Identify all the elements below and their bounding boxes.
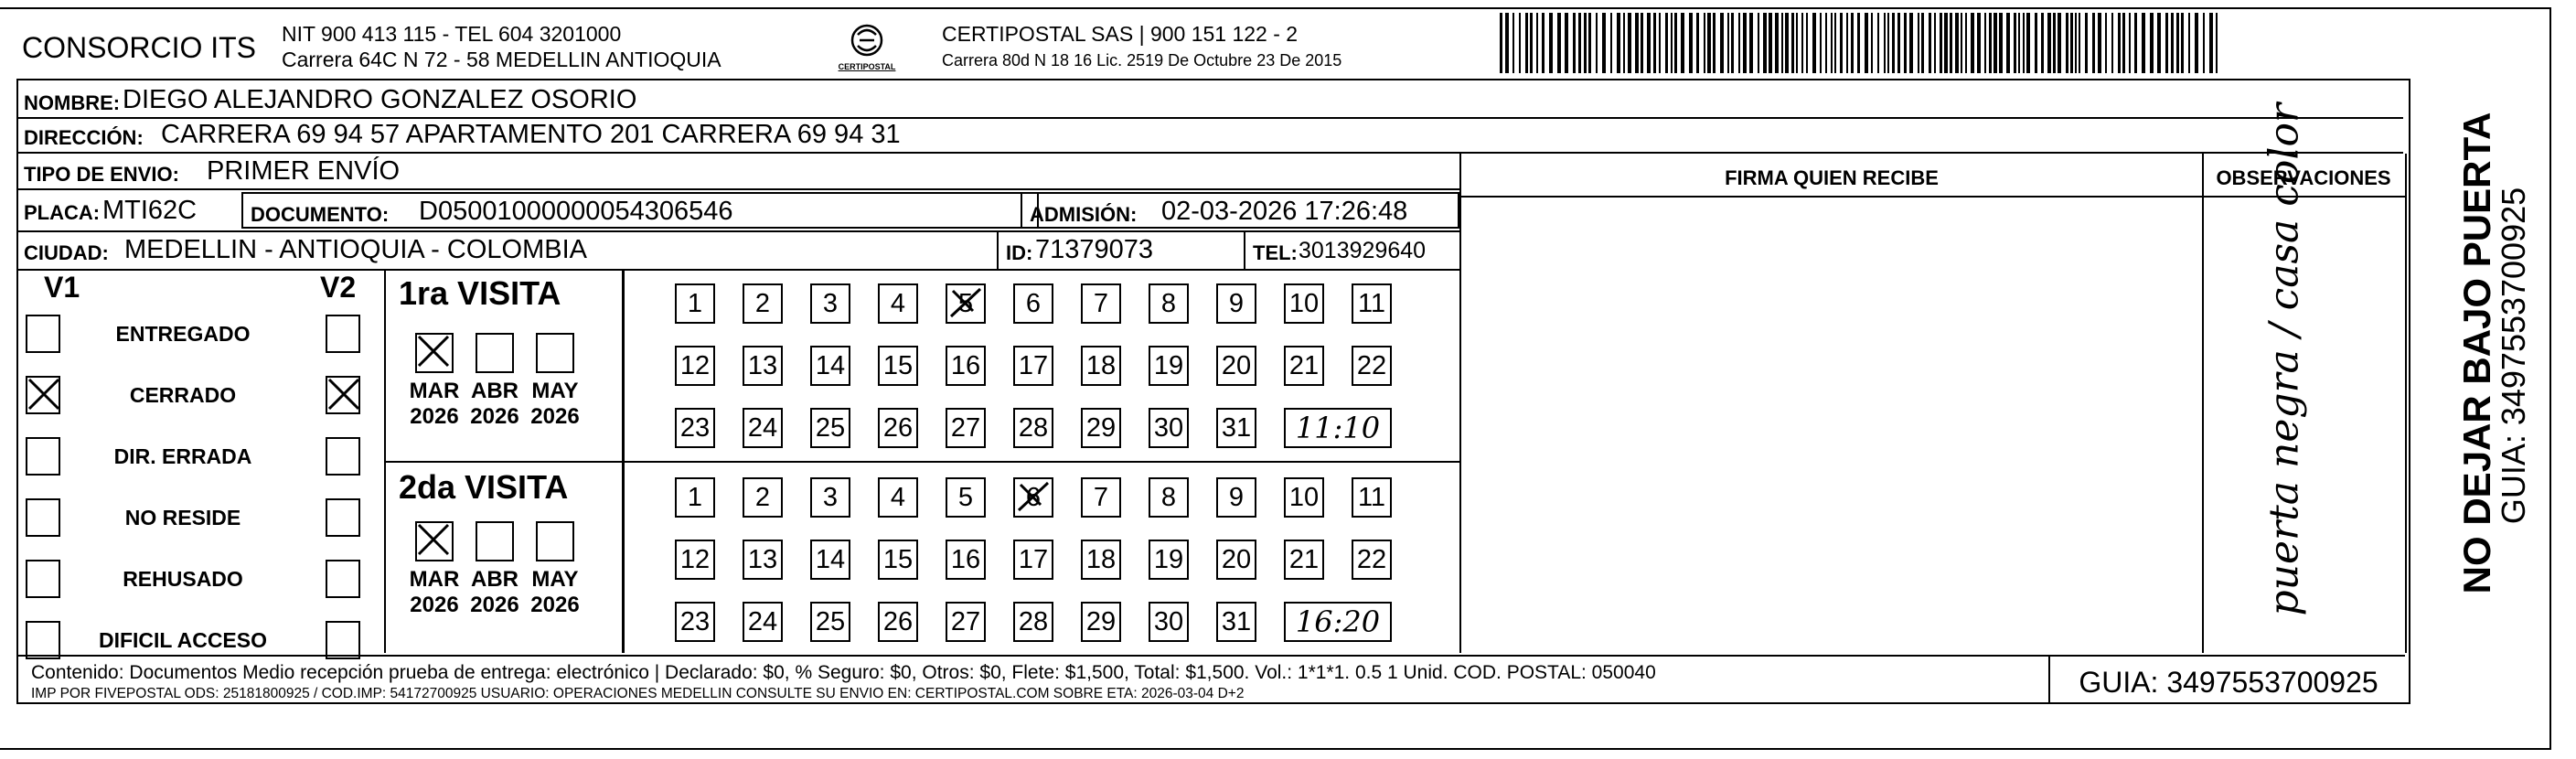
day-box[interactable]: 9 [1216,477,1256,518]
visit1-title: 1ra VISITA [399,274,561,312]
day-box[interactable]: 13 [743,346,783,386]
barcode-bar [2066,13,2068,73]
day-box[interactable]: 28 [1013,408,1053,448]
day-box[interactable]: 8 [1149,283,1189,324]
month-checkbox[interactable] [415,333,454,373]
day-box[interactable]: 24 [743,602,783,642]
admision-cell [1021,192,1459,229]
barcode-bar [2014,13,2016,73]
visit1-divider [622,271,625,461]
barcode-bar [1820,13,1822,73]
day-box[interactable]: 8 [1149,477,1189,518]
day-box[interactable]: 10 [1284,477,1324,518]
barcode-bar [1865,13,1868,73]
barcode-bar [2105,13,2107,73]
v2-checkbox[interactable] [326,498,360,537]
day-box[interactable]: 29 [1081,602,1121,642]
barcode-bar [2195,13,2198,73]
month-checkbox[interactable] [415,521,454,561]
barcode-bar [2111,13,2113,73]
status-option-label: REHUSADO [123,567,243,591]
id-value: 71379073 [1035,235,1154,264]
bottom-rule [0,748,2551,750]
day-box[interactable]: 6 [1013,477,1053,518]
year-label: 2026 [410,593,459,617]
nombre-row [18,84,2403,119]
day-box[interactable]: 25 [810,602,850,642]
month-checkbox[interactable] [536,521,574,561]
v1-checkbox[interactable] [26,315,60,353]
visit2-divider [622,463,625,653]
footer-content: Contenido: Documentos Medio recepción prueba de entrega: electrónico | Declarado: $0, % Seguro: $0, Otros: $0, Flete: $1,500, Total: $1,500. Vol.: 1*1*1. 0.5 1 Unid. COD. POSTAL: 050040 [31,662,1656,683]
logo-text: CERTIPOSTAL [838,62,896,71]
day-box[interactable]: 26 [878,408,918,448]
barcode-bar [1596,13,1598,73]
barcode-bar [1971,13,1974,73]
status-row [18,433,384,479]
barcode-bar [1909,13,1913,73]
barcode-bar [1825,13,1827,73]
barcode-bar [2053,13,2056,73]
barcode-bar [2079,13,2080,73]
status-row [18,372,384,418]
year-label: 2026 [410,404,459,429]
day-box[interactable]: 21 [1284,346,1324,386]
barcode-bar [1525,13,1528,73]
barcode-bar [1519,13,1521,73]
v1-checkbox[interactable] [26,437,60,476]
v2-checkbox[interactable] [326,621,360,659]
visit-time-box[interactable]: 11:10 [1284,408,1392,448]
barcode-bar [1738,13,1740,73]
footer-guia-cell [2048,657,2407,704]
year-label: 2026 [530,593,580,617]
barcode-bar [1665,13,1668,73]
ciudad-value: MEDELLIN - ANTIOQUIA - COLOMBIA [124,235,587,264]
barcode-bar [1641,13,1643,73]
barcode-bar [1831,13,1833,73]
v1-checkbox[interactable] [26,560,60,598]
day-box[interactable]: 6 [1013,283,1053,324]
month-label: MAY [531,567,579,592]
barcode-bar [1961,13,1962,73]
barcode [1498,13,2220,73]
month-option [465,379,525,430]
barcode-bar [1674,13,1677,73]
barcode-bar [1536,13,1538,73]
month-checkbox[interactable] [536,333,574,373]
visit-time-box[interactable]: 16:20 [1284,602,1392,642]
barcode-bar [2209,13,2213,73]
barcode-bar [1617,13,1620,73]
day-box[interactable]: 18 [1081,346,1121,386]
observaciones-column [2202,103,2407,653]
barcode-bar [1689,13,1693,73]
documento-label: DOCUMENTO: [251,203,390,226]
tel-cell [1244,232,1461,269]
barcode-bar [2023,13,2025,73]
month-option [465,567,525,618]
barcode-bar [2075,13,2077,73]
day-box[interactable]: 31 [1216,408,1256,448]
year-label: 2026 [470,404,519,429]
license-line: Carrera 80d N 18 16 Lic. 2519 De Octubre 23 De 2015 [942,51,1342,69]
documento-cell [241,192,1039,229]
barcode-bar [1834,13,1836,73]
barcode-bar [1707,13,1711,73]
footer-guia: GUIA: 3497553700925 [2079,666,2378,699]
side-notice [2419,91,2532,640]
barcode-bar [2203,13,2205,73]
day-box[interactable]: 22 [1352,540,1392,580]
day-box[interactable]: 11 [1352,477,1392,518]
month-option [525,379,585,430]
month-label: ABR [471,379,518,403]
day-box[interactable]: 15 [878,346,918,386]
barcode-bar [2035,13,2037,73]
barcode-bar [1505,13,1509,73]
barcode-bar [1628,13,1631,73]
day-box[interactable]: 7 [1081,283,1121,324]
month-label: ABR [471,567,518,592]
barcode-bar [1918,13,1919,73]
barcode-bar [1704,13,1705,73]
top-rule [0,7,2551,9]
barcode-bar [2150,13,2154,73]
observaciones-label: OBSERVACIONES [2216,166,2391,189]
day-box[interactable]: 17 [1013,346,1053,386]
barcode-bar [2157,13,2161,73]
barcode-bar [1993,13,1997,73]
month-checkbox[interactable] [476,333,514,373]
barcode-bar [2092,13,2095,73]
barcode-bar [1731,13,1734,73]
placa-row [18,190,1459,232]
barcode-bar [2134,13,2137,73]
barcode-bar [1877,13,1879,73]
barcode-bar [1720,13,1724,73]
month-option [404,379,465,430]
barcode-icon [1498,13,2220,73]
month-label: MAR [409,567,460,592]
day-box[interactable]: 4 [878,283,918,324]
v2-checkbox[interactable] [326,315,360,353]
day-box[interactable]: 20 [1216,540,1256,580]
barcode-bar [1781,13,1783,73]
barcode-bar [2041,13,2044,73]
barcode-bar [1578,13,1581,73]
barcode-bar [1934,13,1936,73]
barcode-bar [1999,13,2003,73]
v2-checkbox[interactable] [326,560,360,598]
status-row [18,556,384,602]
day-box[interactable]: 9 [1216,283,1256,324]
barcode-bar [1801,13,1803,73]
barcode-bar [1659,13,1661,73]
v1-checkbox[interactable] [26,621,60,659]
barcode-bar [1610,13,1612,73]
day-box[interactable]: 14 [810,346,850,386]
month-label: MAR [409,379,460,403]
tel-value: 3013929640 [1299,238,1427,263]
day-box[interactable]: 27 [946,408,986,448]
barcode-bar [1884,13,1886,73]
barcode-bar [2070,13,2073,73]
barcode-bar [2026,13,2030,73]
barcode-bar [1871,13,1873,73]
admision-value: 02-03-2026 17:26:48 [1161,197,1408,226]
day-box[interactable]: 26 [878,602,918,642]
day-box[interactable]: 27 [946,602,986,642]
barcode-bar [1775,13,1779,73]
company-name: CONSORCIO ITS [22,31,257,64]
placa-value: MTI62C [102,196,198,225]
day-box[interactable]: 23 [675,408,715,448]
day-box[interactable]: 29 [1081,408,1121,448]
id-label: ID: [1006,241,1033,264]
day-box[interactable]: 1 [675,477,715,518]
barcode-bar [1796,13,1798,73]
month-label: MAY [531,379,579,403]
tipo-row [18,154,1459,190]
barcode-bar [1929,13,1931,73]
admision-label: ADMISIÓN: [1030,203,1138,226]
barcode-bar [1727,13,1729,73]
barcode-bar [1749,13,1753,73]
barcode-bar [1681,13,1684,73]
v2-checkbox[interactable] [326,437,360,476]
observaciones-handwriting: puerta negra / casa color [2261,103,2308,616]
day-box[interactable]: 30 [1149,602,1189,642]
barcode-bar [1950,13,1952,73]
day-box[interactable]: 31 [1216,602,1256,642]
month-checkbox[interactable] [476,521,514,561]
year-label: 2026 [530,404,580,429]
barcode-bar [1542,13,1545,73]
direccion-row [18,119,2403,154]
day-box[interactable]: 2 [743,477,783,518]
v1-checkbox[interactable] [26,498,60,537]
month-option [525,567,585,618]
barcode-bar [1955,13,1959,73]
barcode-bar [1892,13,1895,73]
barcode-bar [1602,13,1606,73]
day-box[interactable]: 21 [1284,540,1324,580]
barcode-bar [1921,13,1924,73]
year-label: 2026 [470,593,519,617]
barcode-bar [1769,13,1772,73]
day-box[interactable]: 28 [1013,602,1053,642]
day-box[interactable]: 1 [675,283,715,324]
day-box[interactable]: 23 [675,602,715,642]
status-section [18,271,386,653]
barcode-bar [1573,13,1576,73]
barcode-bar [2118,13,2121,73]
status-row [18,311,384,357]
barcode-bar [1696,13,1699,73]
day-box[interactable]: 16 [946,540,986,580]
v1-checkbox[interactable] [26,376,60,414]
barcode-bar [1671,13,1673,73]
day-box[interactable]: 17 [1013,540,1053,580]
barcode-bar [2171,13,2174,73]
barcode-bar [2006,13,2010,73]
nombre-value: DIEGO ALEJANDRO GONZALEZ OSORIO [123,85,637,114]
barcode-bar [2176,13,2179,73]
day-box[interactable]: 15 [878,540,918,580]
day-box[interactable]: 19 [1149,346,1189,386]
day-box[interactable]: 24 [743,408,783,448]
barcode-bar [1851,13,1854,73]
barcode-bar [1713,13,1716,73]
status-row [18,495,384,540]
barcode-bar [1565,13,1568,73]
day-box[interactable]: 5 [946,477,986,518]
visit2-section [386,463,1459,653]
barcode-bar [1940,13,1942,73]
barcode-bar [2129,13,2131,73]
day-box[interactable]: 5 [946,283,986,324]
barcode-bar [1743,13,1747,73]
barcode-bar [2142,13,2145,73]
side-guia: GUIA: 3497553700925 [2495,187,2532,525]
day-box[interactable]: 12 [675,540,715,580]
status-option-label: DIFICIL ACCESO [98,628,267,652]
day-box[interactable]: 22 [1352,346,1392,386]
day-box[interactable]: 4 [878,477,918,518]
barcode-bar [2216,13,2218,73]
barcode-bar [1887,13,1889,73]
status-option-label: DIR. ERRADA [113,444,252,468]
barcode-bar [2165,13,2168,73]
status-option-label: ENTREGADO [115,322,251,346]
barcode-bar [1623,13,1625,73]
status-option-label: CERRADO [129,383,237,407]
side-no-dejar: NO DEJAR BAJO PUERTA [2455,112,2498,594]
visit2-title: 2da VISITA [399,468,569,506]
barcode-bar [2122,13,2125,73]
barcode-bar [2058,13,2061,73]
firma-header-rule [1461,196,2202,198]
barcode-bar [1500,13,1502,73]
v2-label: V2 [320,271,357,304]
day-box[interactable]: 13 [743,540,783,580]
nombre-label: NOMBRE: [24,91,121,114]
address-line: Carrera 64C N 72 - 58 MEDELLIN ANTIOQUIA [282,48,721,71]
firma-column [1459,154,2204,653]
placa-label: PLACA: [24,201,101,224]
barcode-bar [1857,13,1860,73]
barcode-bar [1785,13,1789,73]
day-box[interactable]: 14 [810,540,850,580]
id-cell [997,232,1264,269]
day-box[interactable]: 19 [1149,540,1189,580]
barcode-bar [2018,13,2020,73]
ciudad-row [18,232,1459,271]
footer [18,655,2405,704]
certipostal-logo [830,22,903,77]
day-box[interactable]: 25 [810,408,850,448]
v1-label: V1 [44,271,80,304]
barcode-bar [1512,13,1514,73]
barcode-bar [1584,13,1587,73]
tipo-label: TIPO DE ENVIO: [24,163,179,186]
barcode-bar [1840,13,1843,73]
ciudad-label: CIUDAD: [24,241,109,264]
day-box[interactable]: 20 [1216,346,1256,386]
header [16,13,2412,77]
barcode-bar [2188,13,2190,73]
documento-value: D05001000000054306546 [419,197,733,226]
barcode-bar [2181,13,2184,73]
tel-label: TEL: [1253,241,1298,264]
barcode-bar [1530,13,1533,73]
day-box[interactable]: 16 [946,346,986,386]
barcode-bar [1588,13,1591,73]
certipostal-line: CERTIPOSTAL SAS | 900 151 122 - 2 [942,22,1299,46]
day-box[interactable]: 30 [1149,408,1189,448]
barcode-bar [1846,13,1848,73]
barcode-bar [1791,13,1794,73]
barcode-bar [1549,13,1553,73]
v2-checkbox[interactable] [326,376,360,414]
barcode-bar [1944,13,1948,73]
day-box[interactable]: 12 [675,346,715,386]
barcode-bar [2047,13,2051,73]
barcode-bar [1635,13,1639,73]
barcode-bar [2098,13,2101,73]
barcode-bar [1763,13,1767,73]
barcode-bar [2085,13,2088,73]
nit-line: NIT 900 413 115 - TEL 604 3201000 [282,22,622,46]
day-box[interactable]: 2 [743,283,783,324]
day-box[interactable]: 10 [1284,283,1324,324]
visit1-section [386,271,1459,463]
day-box[interactable]: 7 [1081,477,1121,518]
firma-label: FIRMA QUIEN RECIBE [1725,166,1939,189]
barcode-bar [1904,13,1907,73]
barcode-bar [1984,13,1986,73]
barcode-bar [1557,13,1561,73]
day-box[interactable]: 11 [1352,283,1392,324]
barcode-bar [1977,13,1981,73]
tipo-value: PRIMER ENVÍO [207,156,401,186]
barcode-bar [1758,13,1759,73]
barcode-bar [1647,13,1651,73]
barcode-bar [1897,13,1900,73]
direccion-value: CARRERA 69 94 57 APARTAMENTO 201 CARRERA 69 94 31 [161,120,901,149]
barcode-bar [1965,13,1967,73]
barcode-bar [1806,13,1808,73]
day-box[interactable]: 3 [810,477,850,518]
barcode-bar [1653,13,1656,73]
footer-imp: IMP POR FIVEPOSTAL ODS: 25181800925 / COD.IMP: 54172700925 USUARIO: OPERACIONES MEDELLIN CONSULTE SU ENVIO EN: CERTIPOSTAL.COM SOBRE ETA: 2026-03-04 D+2 [31,686,1245,701]
month-option [404,567,465,618]
day-box[interactable]: 18 [1081,540,1121,580]
barcode-bar [1989,13,1992,73]
direccion-label: DIRECCIÓN: [24,126,144,149]
barcode-bar [1812,13,1816,73]
status-option-label: NO RESIDE [124,506,241,529]
day-box[interactable]: 3 [810,283,850,324]
right-edge-rule [2549,7,2551,750]
